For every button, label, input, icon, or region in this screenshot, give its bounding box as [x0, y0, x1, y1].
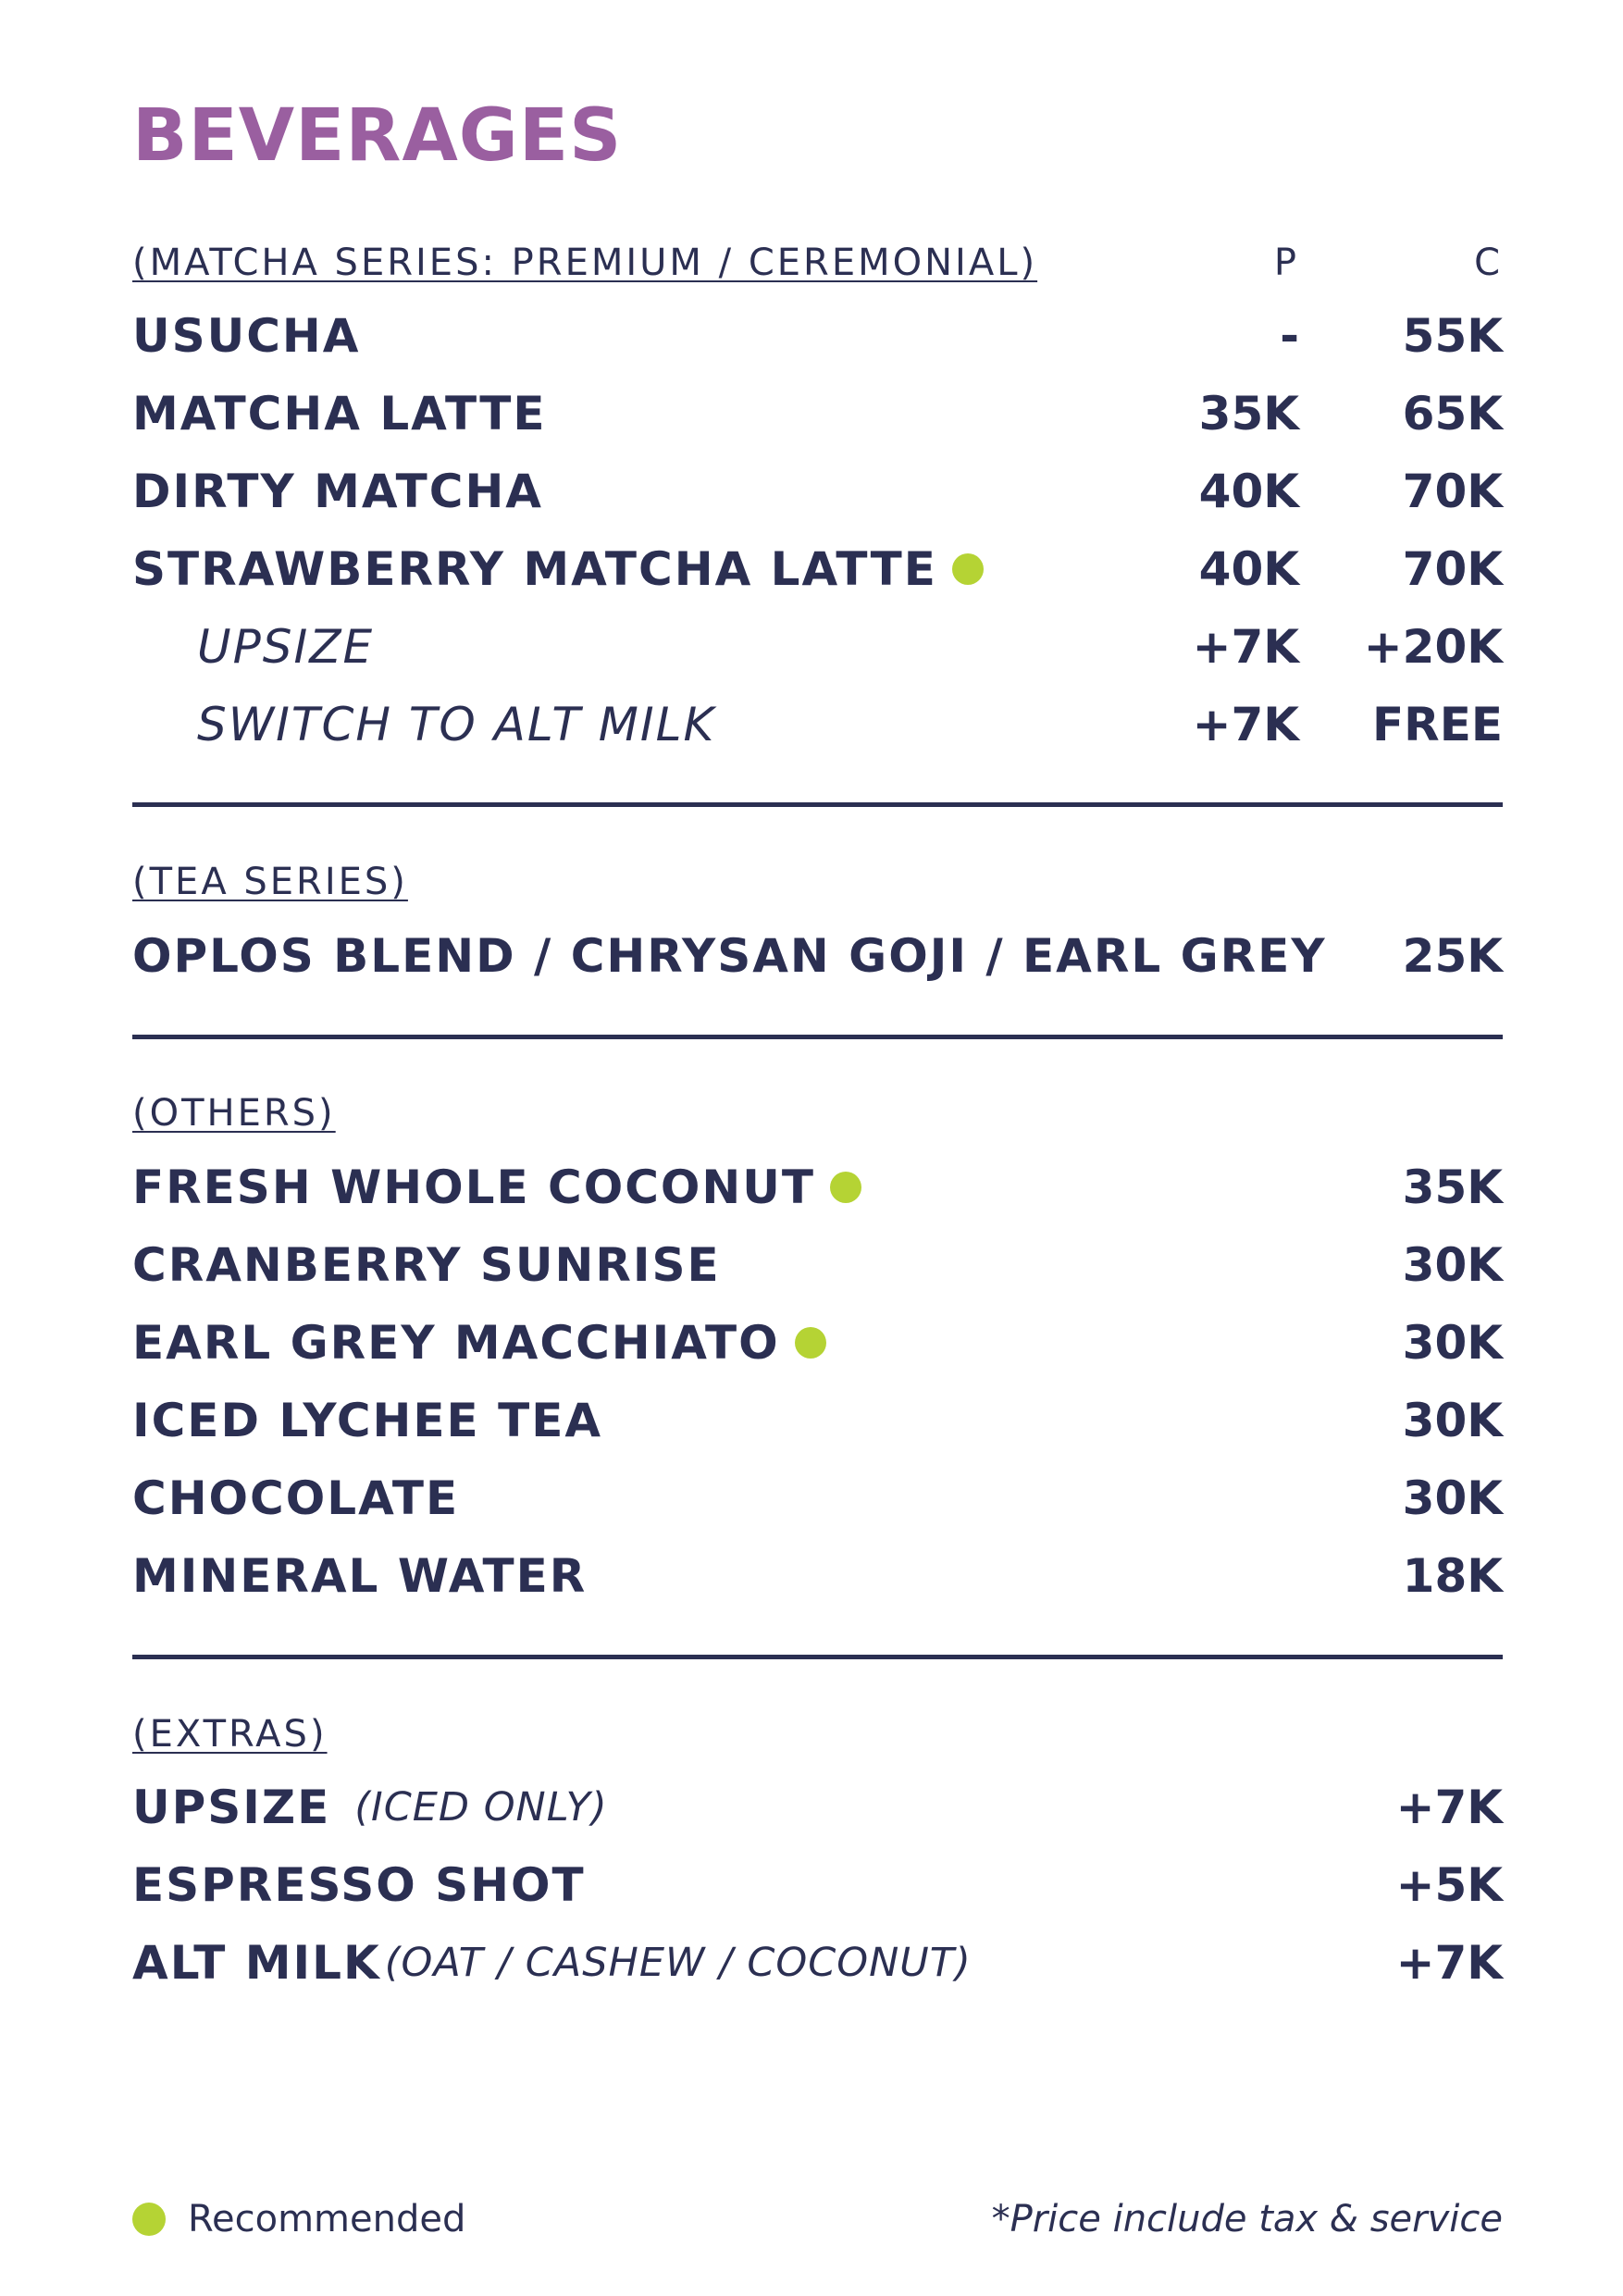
- page-title: BEVERAGES: [132, 94, 623, 178]
- menu-item-row: [132, 1155, 1503, 1220]
- extras-section-label: (EXTRAS): [132, 1713, 328, 1756]
- item-name-wrap: [132, 1160, 1133, 1214]
- section-divider: [132, 1655, 1503, 1659]
- item-price-premium: 40K: [1198, 542, 1299, 596]
- item-name: OPLOS BLEND / CHRYSAN GOJI / EARL GREY: [132, 929, 1327, 983]
- item-name: EARL GREY MACCHIATO: [132, 1316, 780, 1370]
- item-price-ceremonial: FREE: [1372, 698, 1503, 751]
- recommended-dot-icon: [132, 2203, 166, 2236]
- item-price: 30K: [1402, 1238, 1503, 1292]
- menu-item-row: [132, 1388, 1503, 1453]
- menu-item-row: [132, 1775, 1503, 1840]
- menu-item-row: [132, 381, 1503, 446]
- addon-name: UPSIZE: [197, 620, 375, 674]
- item-name: CHOCOLATE: [132, 1471, 460, 1525]
- item-price: +7K: [1395, 1936, 1503, 1990]
- matcha-section-label: (MATCHA SERIES: PREMIUM / CEREMONIAL): [132, 242, 1038, 284]
- legend-label: Recommended: [188, 2198, 466, 2240]
- item-name-wrap: [132, 1781, 1133, 1834]
- tea-section-label: (TEA SERIES): [132, 861, 408, 903]
- item-price-ceremonial: 55K: [1402, 309, 1503, 363]
- item-name: STRAWBERRY MATCHA LATTE: [132, 542, 937, 596]
- item-price-premium: -: [1280, 309, 1299, 363]
- tea-section-header: [132, 859, 1503, 905]
- others-section-header: [132, 1090, 1503, 1136]
- item-price-ceremonial: 65K: [1402, 387, 1503, 441]
- item-note: (OAT / CASHEW / COCONUT): [384, 1940, 972, 1986]
- item-price: 25K: [1402, 929, 1503, 983]
- extras-section-header: [132, 1711, 1503, 1757]
- item-name: DIRTY MATCHA: [132, 465, 543, 518]
- menu-addon-row: [132, 692, 1503, 757]
- price-note: *Price include tax & service: [991, 2198, 1503, 2240]
- item-name: MINERAL WATER: [132, 1549, 588, 1603]
- menu-addon-row: [132, 614, 1503, 679]
- item-name: USUCHA: [132, 309, 361, 363]
- section-divider: [132, 802, 1503, 807]
- item-name: UPSIZE: [132, 1781, 331, 1834]
- menu-item-row: [132, 1233, 1503, 1297]
- item-name: MATCHA LATTE: [132, 387, 547, 441]
- item-price: 30K: [1402, 1316, 1503, 1370]
- menu-item-row: [132, 459, 1503, 524]
- item-note: (ICED ONLY): [354, 1784, 608, 1831]
- recommended-dot-icon: [830, 1172, 861, 1203]
- item-price-premium: +7K: [1192, 620, 1299, 674]
- others-section-label: (OTHERS): [132, 1092, 336, 1135]
- item-price: +5K: [1395, 1858, 1503, 1912]
- section-divider: [132, 1035, 1503, 1039]
- item-name: ESPRESSO SHOT: [132, 1858, 586, 1912]
- item-price-ceremonial: +20K: [1363, 620, 1503, 674]
- menu-item-row: [132, 304, 1503, 368]
- item-name-wrap: [132, 1316, 1133, 1370]
- menu-item-row: [132, 1853, 1503, 1917]
- item-price-ceremonial: 70K: [1402, 542, 1503, 596]
- column-header-ceremonial: C: [1474, 242, 1503, 284]
- item-name-wrap: [132, 542, 1059, 596]
- item-price: 35K: [1402, 1160, 1503, 1214]
- item-name: CRANBERRY SUNRISE: [132, 1238, 721, 1292]
- matcha-section-header: [132, 240, 1503, 286]
- item-price: +7K: [1395, 1781, 1503, 1834]
- menu-item-row: [132, 924, 1503, 988]
- item-price: 30K: [1402, 1471, 1503, 1525]
- item-price-ceremonial: 70K: [1402, 465, 1503, 518]
- item-price: 18K: [1402, 1549, 1503, 1603]
- addon-name: SWITCH TO ALT MILK: [197, 698, 716, 751]
- column-header-premium: P: [1273, 242, 1299, 284]
- item-price-premium: 35K: [1198, 387, 1299, 441]
- item-name-wrap: [132, 1936, 1133, 1990]
- recommended-legend: [132, 2198, 992, 2240]
- item-price-premium: +7K: [1192, 698, 1299, 751]
- item-name: ALT MILK: [132, 1936, 381, 1990]
- item-name: FRESH WHOLE COCONUT: [132, 1160, 815, 1214]
- menu-item-row: [132, 1930, 1503, 1995]
- recommended-dot-icon: [795, 1327, 826, 1359]
- item-price-premium: 40K: [1198, 465, 1299, 518]
- item-price: 30K: [1402, 1394, 1503, 1447]
- menu-item-row: [132, 1544, 1503, 1608]
- footer: [132, 2191, 1503, 2247]
- menu-item-row: [132, 537, 1503, 602]
- menu-item-row: [132, 1466, 1503, 1531]
- recommended-dot-icon: [952, 553, 984, 585]
- item-name: ICED LYCHEE TEA: [132, 1394, 603, 1447]
- menu-item-row: [132, 1310, 1503, 1375]
